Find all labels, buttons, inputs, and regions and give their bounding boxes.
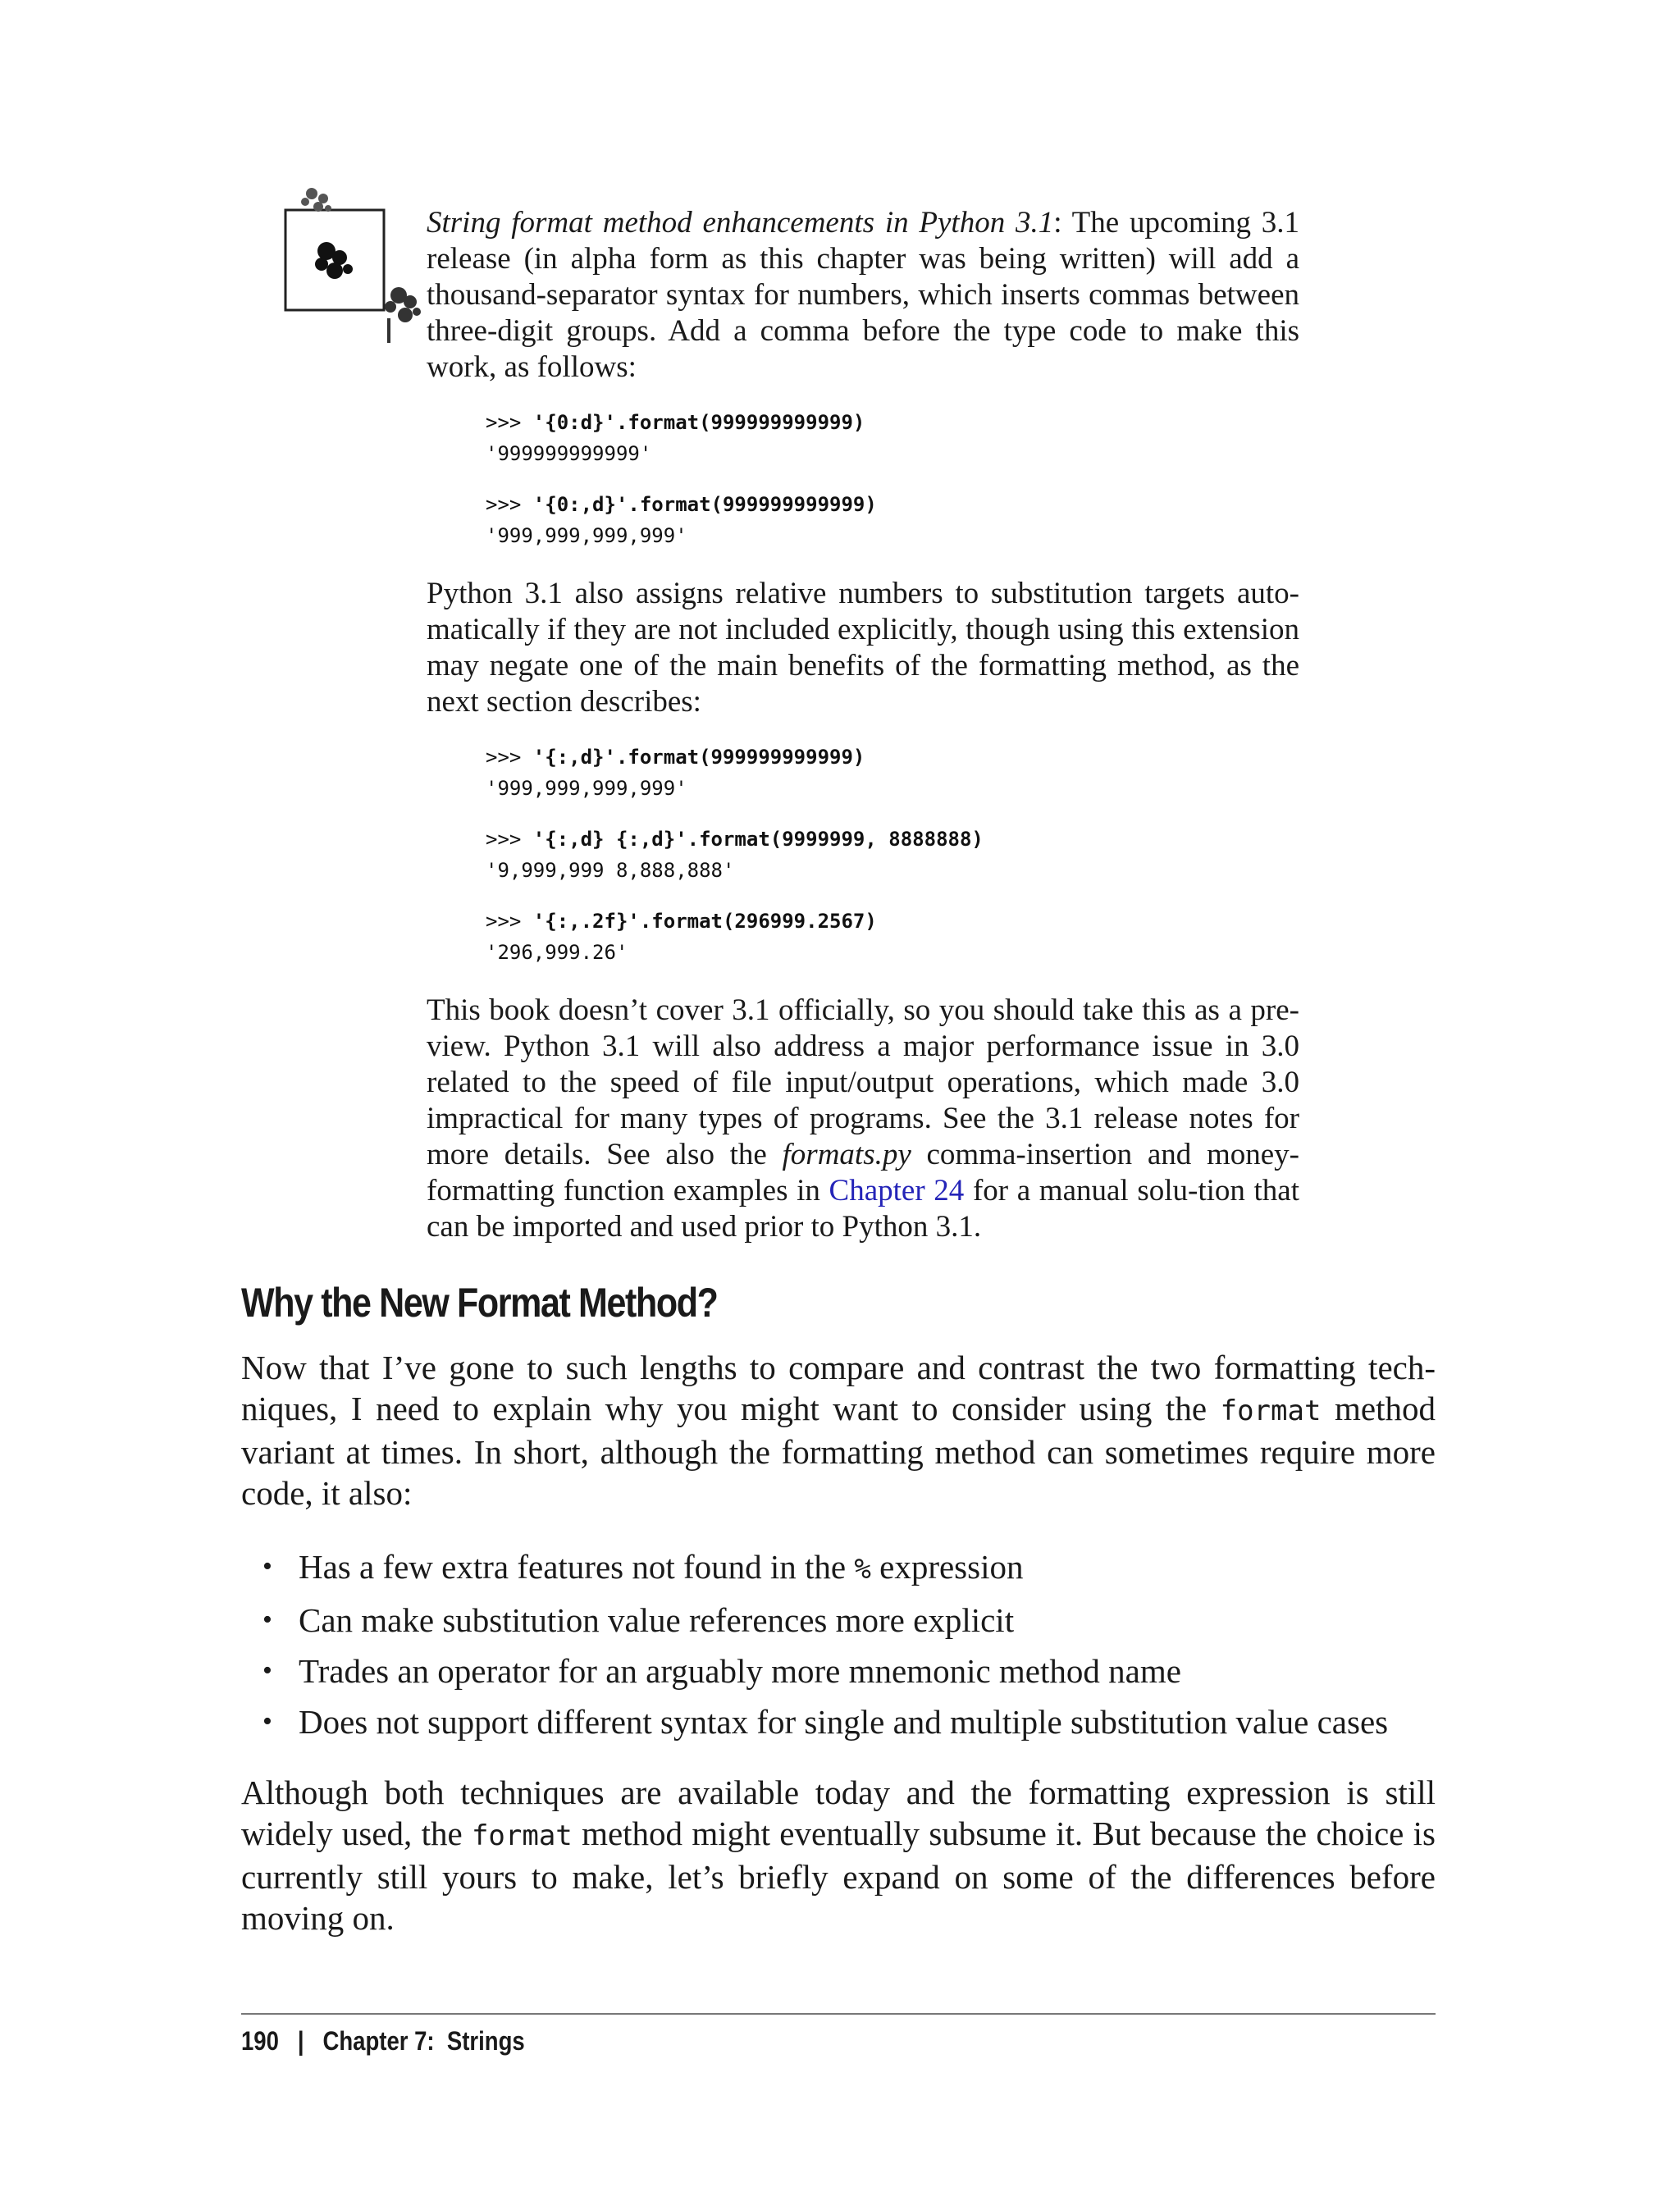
bullet-icon: • [262, 1605, 272, 1635]
list-item: • Does not support different syntax for single and multiple substitution value cases [241, 1696, 1436, 1747]
chapter-24-link[interactable]: Chapter 24 [829, 1174, 965, 1208]
note-body [427, 205, 1299, 1245]
section-heading: Why the New Format Method? [241, 1280, 718, 1326]
code-block-2 [486, 742, 1299, 968]
code-block-1 [486, 407, 1299, 551]
bullet-icon: • [262, 1706, 272, 1737]
code-line: >>> '{:,d}'.format(999999999999) [486, 746, 865, 769]
page-number: 190 [241, 2026, 279, 2056]
code-output: '999,999,999,999' [486, 777, 687, 800]
tip-icon [282, 187, 430, 351]
section-body [241, 1347, 1436, 1938]
list-item: • Trades an operator for an arguably more mnemonic method name [241, 1646, 1436, 1696]
bullet-icon: • [262, 1655, 272, 1686]
note-paragraph-1 [427, 205, 1299, 386]
code-line: >>> '{:,d} {:,d}'.format(9999999, 8888888) [486, 828, 984, 851]
code-line: >>> '{0:,d}'.format(999999999999) [486, 493, 877, 516]
code-line: >>> '{0:d}'.format(999999999999) [486, 411, 865, 434]
note-paragraph-2: Python 3.1 also assigns relative numbers to substitution targets auto-matically if they are not included explicitly, though using this extension may negate one of the main benefits of the formatting method, as the next section describes: [427, 577, 1299, 719]
inline-code: format [471, 1819, 573, 1852]
code-output: '999,999,999,999' [486, 524, 687, 547]
filename-formats-py: formats.py [782, 1138, 911, 1171]
code-output: '9,999,999 8,888,888' [486, 859, 735, 882]
code-line: >>> '{:,.2f}'.format(296999.2567) [486, 910, 877, 933]
footer-rule [241, 2013, 1436, 2015]
bullet-list [241, 1541, 1436, 1747]
tip-note [282, 187, 1562, 1253]
note-paragraph-3: This book doesn’t cover 3.1 officially, so you should take this as a pre-view. Python 3.1 will also address a major performance issue in 3.0 related to the speed of file input/output operations, which made 3.0 impractical for many types of programs. See the 3.1 release notes for more details. See also the formats.py comma-insertion and money-formatting function examples in Chapter 24 for a manual solu-tion that can be imported and used prior to Python 3.1. [427, 993, 1300, 1244]
bullet-icon: • [262, 1551, 272, 1582]
intro-paragraph: Now that I’ve gone to such lengths to compare and contrast the two formatting tech-niques, I need to explain why you might want to consider using the format method variant at times. In short, although the formatting method can sometimes require more code, it also: [241, 1349, 1436, 1512]
list-item: • Has a few extra features not found in the % expression [241, 1541, 1436, 1595]
note-italic-lead: String format method enhancements in Python 3.1 [427, 206, 1054, 240]
chapter-title: Chapter 7: Strings [322, 2026, 525, 2056]
code-output: '999999999999' [486, 442, 652, 465]
closing-paragraph: Although both techniques are available today and the formatting expression is still widely used, the format method might eventually subsume it. But because the choice is currently still yours to make, let’s briefly expand on some of the differences before moving on. [241, 1774, 1436, 1937]
inline-code: format [1220, 1395, 1322, 1427]
note-paragraph-1-text: : The upcoming 3.1 release (in alpha form as this chapter was being written) will add a thousand-separator syntax for numbers, which inserts commas between three-digit groups. Add a comma before the type code to make this work, as follows: [427, 206, 1299, 384]
code-output: '296,999.26' [486, 941, 628, 964]
footer-separator: | [297, 2026, 304, 2056]
page-footer [241, 2021, 525, 2061]
list-item: • Can make substitution value references more explicit [241, 1595, 1436, 1646]
